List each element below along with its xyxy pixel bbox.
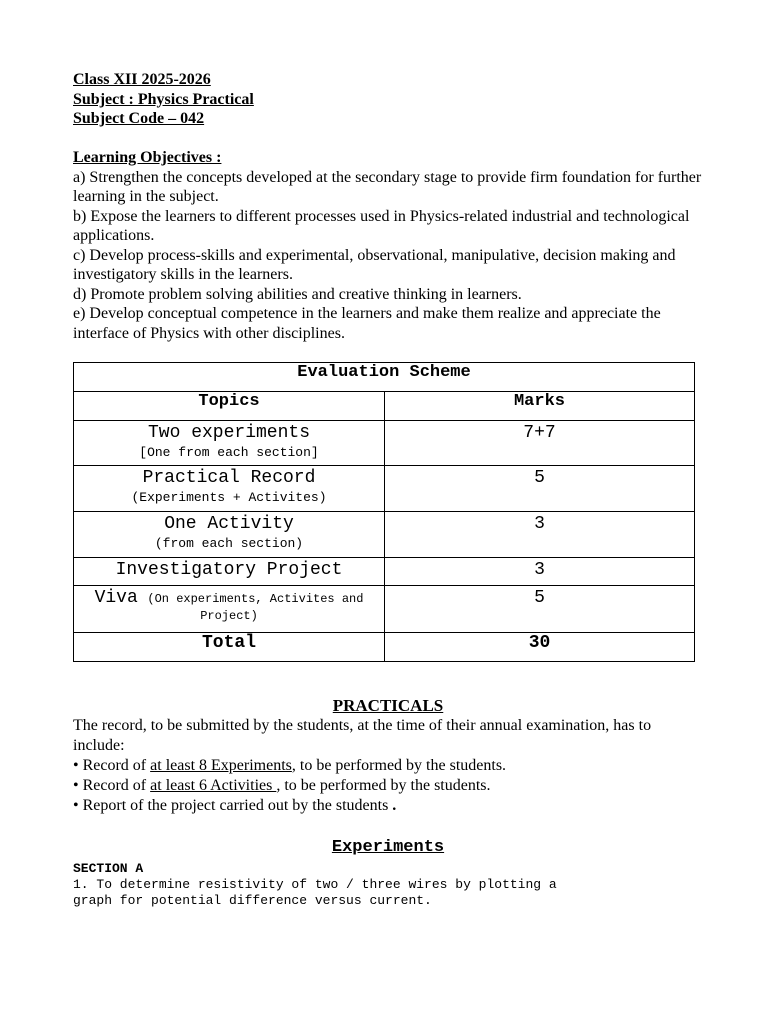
objective-item-b: b) Expose the learners to different processes used in Physics-related industrial and technological applications. xyxy=(73,207,690,244)
bullet-emphasis: at least 6 Activities xyxy=(150,777,277,794)
marks-cell: 5 xyxy=(385,466,695,512)
column-header-marks: Marks xyxy=(385,392,695,421)
practicals-section xyxy=(73,696,703,816)
topic-note: [One from each section] xyxy=(139,445,319,460)
experiments-title: Experiments xyxy=(331,838,445,857)
topic-name: Two experiments xyxy=(147,423,311,443)
objective-item-e: e) Develop conceptual competence in the learners and make them realize and appreciate the interface of Physics with other disciplines. xyxy=(73,305,661,342)
marks-cell: 3 xyxy=(385,512,695,558)
topic-note: (Experiments + Activites) xyxy=(131,490,327,505)
objective-item-a: a) Strengthen the concepts developed at the secondary stage to provide firm foundation for further learning in the subject. xyxy=(73,168,702,205)
table-row xyxy=(74,466,695,512)
bullet-text: , to be performed by the students. xyxy=(291,757,507,774)
subject-line: Subject : Physics Practical xyxy=(73,90,254,108)
practicals-intro: The record, to be submitted by the students, at the time of their annual examination, has to include: xyxy=(73,717,652,754)
topic-name: Practical Record xyxy=(142,468,316,488)
table-title-row xyxy=(74,363,695,392)
topic-name: Investigatory Project xyxy=(115,560,343,580)
topic-cell xyxy=(74,586,385,633)
table-row xyxy=(74,421,695,466)
column-header-topics: Topics xyxy=(74,392,385,421)
marks-cell: 3 xyxy=(385,558,695,586)
document-header xyxy=(73,70,254,129)
bullet-text: • Record of xyxy=(73,757,151,774)
table-row xyxy=(74,558,695,586)
table-row xyxy=(74,512,695,558)
table-row xyxy=(74,586,695,633)
experiments-section xyxy=(73,837,703,909)
topic-cell xyxy=(74,466,385,512)
evaluation-scheme-table xyxy=(73,362,695,662)
learning-objectives xyxy=(73,148,703,343)
bullet-end: . xyxy=(392,797,397,814)
experiment-item-1: 1. To determine resistivity of two / three wires by plotting a graph for potential difference versus current. xyxy=(73,877,557,908)
bullet-text: • Report of the project carried out by the students xyxy=(73,797,389,814)
class-line: Class XII 2025-2026 xyxy=(73,71,211,88)
practicals-title: PRACTICALS xyxy=(332,696,444,715)
marks-cell: 7+7 xyxy=(385,421,695,466)
topic-note: (from each section) xyxy=(154,536,304,551)
table-header-row xyxy=(74,392,695,421)
objectives-heading: Learning Objectives : xyxy=(73,149,222,166)
total-marks: 30 xyxy=(385,633,695,662)
bullet-text: • Record of xyxy=(73,777,151,794)
topic-cell xyxy=(74,421,385,466)
section-a-label: SECTION A xyxy=(73,861,144,876)
bullet-text: , to be performed by the students. xyxy=(276,777,491,794)
topic-cell xyxy=(74,512,385,558)
practicals-bullet-project xyxy=(73,796,703,816)
objective-item-c: c) Develop process-skills and experimental, observational, manipulative, decision making and investigatory skills in the learners. xyxy=(73,246,676,283)
topic-note: (On experiments, Activites and Project) xyxy=(147,592,364,623)
objective-item-d: d) Promote problem solving abilities and creative thinking in learners. xyxy=(73,285,522,303)
subject-code-line: Subject Code – 042 xyxy=(73,110,205,127)
table-total-row xyxy=(74,633,695,662)
topic-cell xyxy=(74,558,385,586)
bullet-emphasis: at least 8 Experiments xyxy=(150,757,292,774)
practicals-bullet-experiments xyxy=(73,756,703,776)
marks-cell: 5 xyxy=(385,586,695,633)
topic-name: Viva xyxy=(94,588,138,608)
topic-name: One Activity xyxy=(164,514,294,534)
total-label: Total xyxy=(74,633,385,662)
practicals-bullet-activities xyxy=(73,776,703,796)
table-title: Evaluation Scheme xyxy=(74,363,695,392)
